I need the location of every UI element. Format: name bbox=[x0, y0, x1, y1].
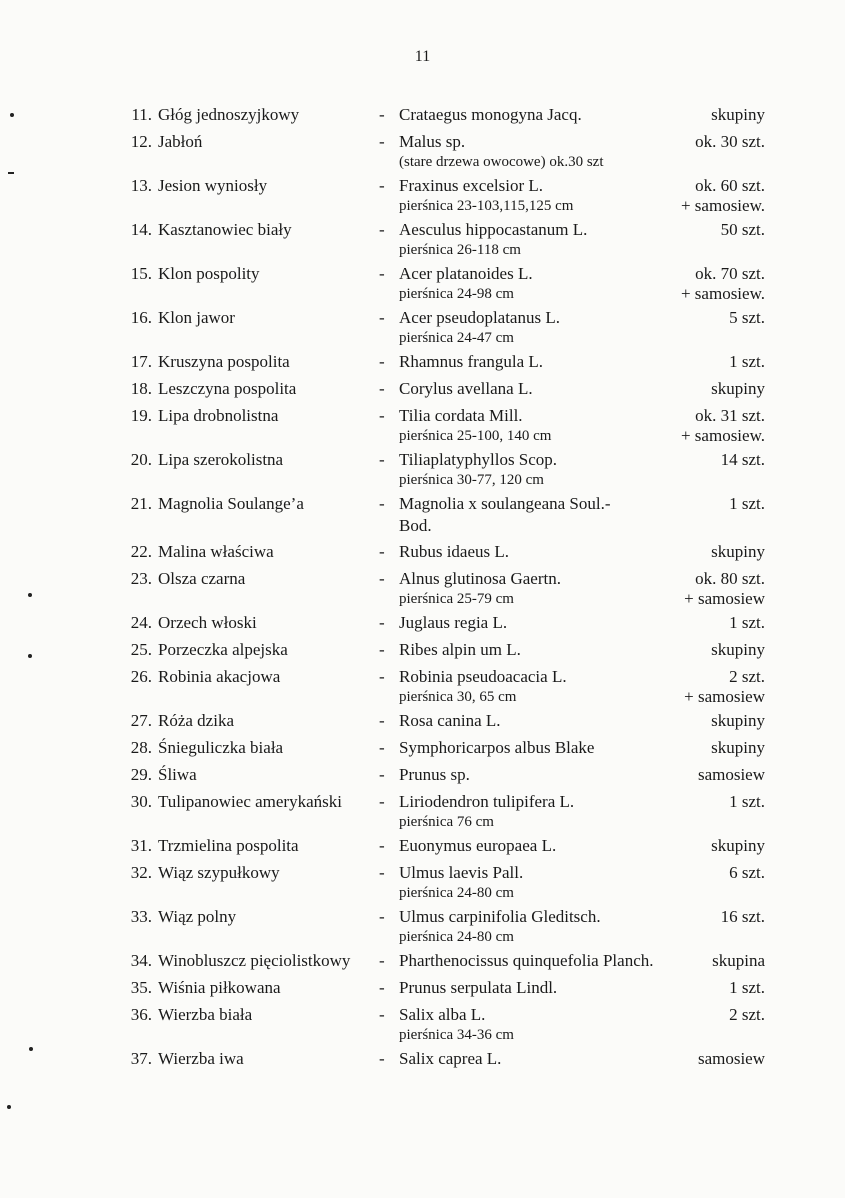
quantity: 16 szt. bbox=[720, 907, 765, 926]
quantity: 1 szt. bbox=[729, 352, 765, 371]
entry-number: 16. bbox=[130, 308, 152, 327]
separator-dash: - bbox=[379, 836, 385, 855]
quantity: ok. 60 szt. bbox=[695, 176, 765, 195]
common-name: Lipa drobnolistna bbox=[158, 406, 279, 425]
separator-dash: - bbox=[379, 863, 385, 882]
entry-number: 25. bbox=[130, 640, 152, 659]
species-entry bbox=[0, 737, 845, 759]
detail-note: pierśnica 26-118 cm bbox=[399, 242, 521, 258]
entry-number: 12. bbox=[130, 132, 152, 151]
detail-note: pierśnica 24-80 cm bbox=[399, 885, 514, 901]
detail-note: pierśnica 76 cm bbox=[399, 814, 494, 830]
separator-dash: - bbox=[379, 220, 385, 239]
quantity: 2 szt. bbox=[729, 1005, 765, 1024]
scientific-name: Malus sp. bbox=[399, 132, 466, 151]
species-entry bbox=[0, 612, 845, 634]
species-entry bbox=[0, 449, 845, 491]
quantity: skupiny bbox=[711, 379, 765, 398]
detail-quantity: + samosiew. bbox=[680, 426, 765, 445]
common-name: Winobluszcz pięciolistkowy bbox=[158, 951, 351, 970]
scientific-name: Magnolia x soulangeana Soul.- bbox=[399, 494, 611, 513]
quantity: ok. 80 szt. bbox=[695, 569, 765, 588]
common-name: Kruszyna pospolita bbox=[158, 352, 290, 371]
entry-number: 32. bbox=[130, 863, 152, 882]
quantity: 1 szt. bbox=[729, 494, 765, 513]
quantity: skupiny bbox=[711, 640, 765, 659]
species-entry bbox=[0, 906, 845, 948]
separator-dash: - bbox=[379, 1005, 385, 1024]
detail-note: pierśnica 24-80 cm bbox=[399, 929, 514, 945]
detail-note: pierśnica 24-98 cm bbox=[399, 286, 514, 302]
species-entry bbox=[0, 1004, 845, 1046]
page-number: 11 bbox=[414, 48, 431, 65]
species-list bbox=[0, 104, 845, 1075]
entry-number: 17. bbox=[130, 352, 152, 371]
common-name: Magnolia Soulange’a bbox=[158, 494, 304, 513]
separator-dash: - bbox=[379, 738, 385, 757]
separator-dash: - bbox=[379, 951, 385, 970]
species-entry bbox=[0, 791, 845, 833]
scientific-name: Rubus idaeus L. bbox=[399, 542, 510, 561]
species-entry bbox=[0, 351, 845, 373]
separator-dash: - bbox=[379, 176, 385, 195]
scientific-name: Tilia cordata Mill. bbox=[399, 406, 523, 425]
separator-dash: - bbox=[379, 765, 385, 784]
entry-number: 27. bbox=[130, 711, 152, 730]
scientific-name: Ulmus carpinifolia Gleditsch. bbox=[399, 907, 601, 926]
separator-dash: - bbox=[379, 264, 385, 283]
scientific-name: Euonymus europaea L. bbox=[399, 836, 557, 855]
entry-number: 26. bbox=[130, 667, 152, 686]
detail-note: pierśnica 25-100, 140 cm bbox=[399, 428, 552, 444]
common-name: Klon jawor bbox=[158, 308, 235, 327]
separator-dash: - bbox=[379, 792, 385, 811]
separator-dash: - bbox=[379, 105, 385, 124]
species-entry bbox=[0, 219, 845, 261]
entry-number: 30. bbox=[130, 792, 152, 811]
separator-dash: - bbox=[379, 667, 385, 686]
scientific-name: Acer pseudoplatanus L. bbox=[399, 308, 560, 327]
species-entry bbox=[0, 862, 845, 904]
common-name: Malina właściwa bbox=[158, 542, 274, 561]
quantity: skupiny bbox=[711, 105, 765, 124]
detail-note: (stare drzewa owocowe) ok.30 szt bbox=[399, 154, 604, 170]
scientific-name: Liriodendron tulipifera L. bbox=[399, 792, 575, 811]
entry-number: 37. bbox=[130, 1049, 152, 1068]
entry-number: 19. bbox=[130, 406, 152, 425]
scientific-name: Prunus serpulata Lindl. bbox=[399, 978, 558, 997]
quantity: skupina bbox=[712, 951, 765, 970]
entry-number: 31. bbox=[130, 836, 152, 855]
species-entry bbox=[0, 307, 845, 349]
entry-number: 21. bbox=[130, 494, 152, 513]
scientific-name: Crataegus monogyna Jacq. bbox=[399, 105, 582, 124]
species-entry bbox=[0, 131, 845, 173]
species-entry bbox=[0, 493, 845, 539]
scientific-name: Salix alba L. bbox=[399, 1005, 486, 1024]
separator-dash: - bbox=[379, 1049, 385, 1068]
scientific-name: Acer platanoides L. bbox=[399, 264, 533, 283]
common-name: Wierzba iwa bbox=[158, 1049, 244, 1068]
quantity: 1 szt. bbox=[729, 613, 765, 632]
scientific-name: Pharthenocissus quinquefolia Planch. bbox=[399, 951, 654, 970]
quantity: skupiny bbox=[711, 836, 765, 855]
quantity: 5 szt. bbox=[729, 308, 765, 327]
common-name: Orzech włoski bbox=[158, 613, 257, 632]
species-entry bbox=[0, 950, 845, 972]
entry-number: 34. bbox=[130, 951, 152, 970]
detail-note: pierśnica 23-103,115,125 cm bbox=[399, 198, 574, 214]
separator-dash: - bbox=[379, 308, 385, 327]
quantity: ok. 30 szt. bbox=[695, 132, 765, 151]
scientific-name: Ribes alpin um L. bbox=[399, 640, 521, 659]
entry-number: 22. bbox=[130, 542, 152, 561]
species-entry bbox=[0, 764, 845, 786]
quantity: 6 szt. bbox=[729, 863, 765, 882]
entry-number: 13. bbox=[130, 176, 152, 195]
species-entry bbox=[0, 666, 845, 708]
entry-number: 20. bbox=[130, 450, 152, 469]
species-entry bbox=[0, 568, 845, 610]
species-entry bbox=[0, 104, 845, 126]
detail-quantity: + samosiew bbox=[684, 589, 765, 608]
scientific-name: Robinia pseudoacacia L. bbox=[399, 667, 567, 686]
scientific-name: Rhamnus frangula L. bbox=[399, 352, 543, 371]
entry-number: 18. bbox=[130, 379, 152, 398]
detail-note: Bod. bbox=[399, 516, 432, 535]
detail-quantity: + samosiew bbox=[684, 687, 765, 706]
entry-number: 36. bbox=[130, 1005, 152, 1024]
common-name: Wiąz polny bbox=[158, 907, 237, 926]
scientific-name: Rosa canina L. bbox=[399, 711, 501, 730]
scientific-name: Alnus glutinosa Gaertn. bbox=[399, 569, 561, 588]
species-entry bbox=[0, 541, 845, 563]
separator-dash: - bbox=[379, 907, 385, 926]
detail-note: pierśnica 24-47 cm bbox=[399, 330, 514, 346]
quantity: skupiny bbox=[711, 738, 765, 757]
entry-number: 33. bbox=[130, 907, 152, 926]
separator-dash: - bbox=[379, 379, 385, 398]
entry-number: 14. bbox=[130, 220, 152, 239]
scientific-name: Symphoricarpos albus Blake bbox=[399, 738, 595, 757]
entry-number: 23. bbox=[130, 569, 152, 588]
separator-dash: - bbox=[379, 352, 385, 371]
common-name: Śliwa bbox=[158, 765, 197, 784]
detail-note: pierśnica 25-79 cm bbox=[399, 591, 514, 607]
separator-dash: - bbox=[379, 569, 385, 588]
common-name: Olsza czarna bbox=[158, 569, 246, 588]
species-entry bbox=[0, 263, 845, 305]
separator-dash: - bbox=[379, 494, 385, 513]
entry-number: 15. bbox=[130, 264, 152, 283]
common-name: Klon pospolity bbox=[158, 264, 260, 283]
species-entry bbox=[0, 835, 845, 857]
entry-number: 35. bbox=[130, 978, 152, 997]
common-name: Jesion wyniosły bbox=[158, 176, 268, 195]
quantity: 2 szt. bbox=[729, 667, 765, 686]
entry-number: 29. bbox=[130, 765, 152, 784]
entry-number: 28. bbox=[130, 738, 152, 757]
scientific-name: Salix caprea L. bbox=[399, 1049, 502, 1068]
quantity: 50 szt. bbox=[720, 220, 765, 239]
common-name: Głóg jednoszyjkowy bbox=[158, 105, 300, 124]
quantity: ok. 70 szt. bbox=[695, 264, 765, 283]
entry-number: 11. bbox=[131, 105, 152, 124]
common-name: Róża dzika bbox=[158, 711, 234, 730]
scientific-name: Aesculus hippocastanum L. bbox=[399, 220, 588, 239]
separator-dash: - bbox=[379, 640, 385, 659]
scientific-name: Tiliaplatyphyllos Scop. bbox=[399, 450, 558, 469]
species-entry bbox=[0, 977, 845, 999]
species-entry bbox=[0, 710, 845, 732]
common-name: Jabłoń bbox=[158, 132, 203, 151]
species-entry bbox=[0, 378, 845, 400]
detail-quantity: + samosiew. bbox=[680, 284, 765, 303]
common-name: Porzeczka alpejska bbox=[158, 640, 288, 659]
separator-dash: - bbox=[379, 542, 385, 561]
scientific-name: Prunus sp. bbox=[399, 765, 470, 784]
species-entry bbox=[0, 405, 845, 447]
quantity: skupiny bbox=[711, 711, 765, 730]
quantity: ok. 31 szt. bbox=[695, 406, 765, 425]
common-name: Tulipanowiec amerykański bbox=[158, 792, 342, 811]
quantity: 14 szt. bbox=[720, 450, 765, 469]
common-name: Kasztanowiec biały bbox=[158, 220, 292, 239]
quantity: 1 szt. bbox=[729, 978, 765, 997]
separator-dash: - bbox=[379, 711, 385, 730]
species-entry bbox=[0, 175, 845, 217]
common-name: Wiśnia piłkowana bbox=[158, 978, 281, 997]
species-entry bbox=[0, 1048, 845, 1070]
separator-dash: - bbox=[379, 978, 385, 997]
separator-dash: - bbox=[379, 450, 385, 469]
quantity: samosiew bbox=[697, 765, 765, 784]
common-name: Wierzba biała bbox=[158, 1005, 253, 1024]
margin-dot bbox=[7, 1105, 11, 1109]
entry-number: 24. bbox=[130, 613, 152, 632]
scientific-name: Fraxinus excelsior L. bbox=[399, 176, 543, 195]
common-name: Trzmielina pospolita bbox=[158, 836, 299, 855]
scientific-name: Juglaus regia L. bbox=[399, 613, 508, 632]
separator-dash: - bbox=[379, 132, 385, 151]
detail-note: pierśnica 34-36 cm bbox=[399, 1027, 514, 1043]
quantity: samosiew bbox=[697, 1049, 765, 1068]
common-name: Robinia akacjowa bbox=[158, 667, 281, 686]
common-name: Lipa szerokolistna bbox=[158, 450, 284, 469]
common-name: Śnieguliczka biała bbox=[158, 738, 284, 757]
detail-note: pierśnica 30-77, 120 cm bbox=[399, 472, 544, 488]
quantity: 1 szt. bbox=[729, 792, 765, 811]
detail-quantity: + samosiew. bbox=[680, 196, 765, 215]
detail-note: pierśnica 30, 65 cm bbox=[399, 689, 517, 705]
species-entry bbox=[0, 639, 845, 661]
common-name: Leszczyna pospolita bbox=[158, 379, 297, 398]
scientific-name: Corylus avellana L. bbox=[399, 379, 533, 398]
scientific-name: Ulmus laevis Pall. bbox=[399, 863, 524, 882]
common-name: Wiąz szypułkowy bbox=[158, 863, 280, 882]
separator-dash: - bbox=[379, 406, 385, 425]
separator-dash: - bbox=[379, 613, 385, 632]
quantity: skupiny bbox=[711, 542, 765, 561]
